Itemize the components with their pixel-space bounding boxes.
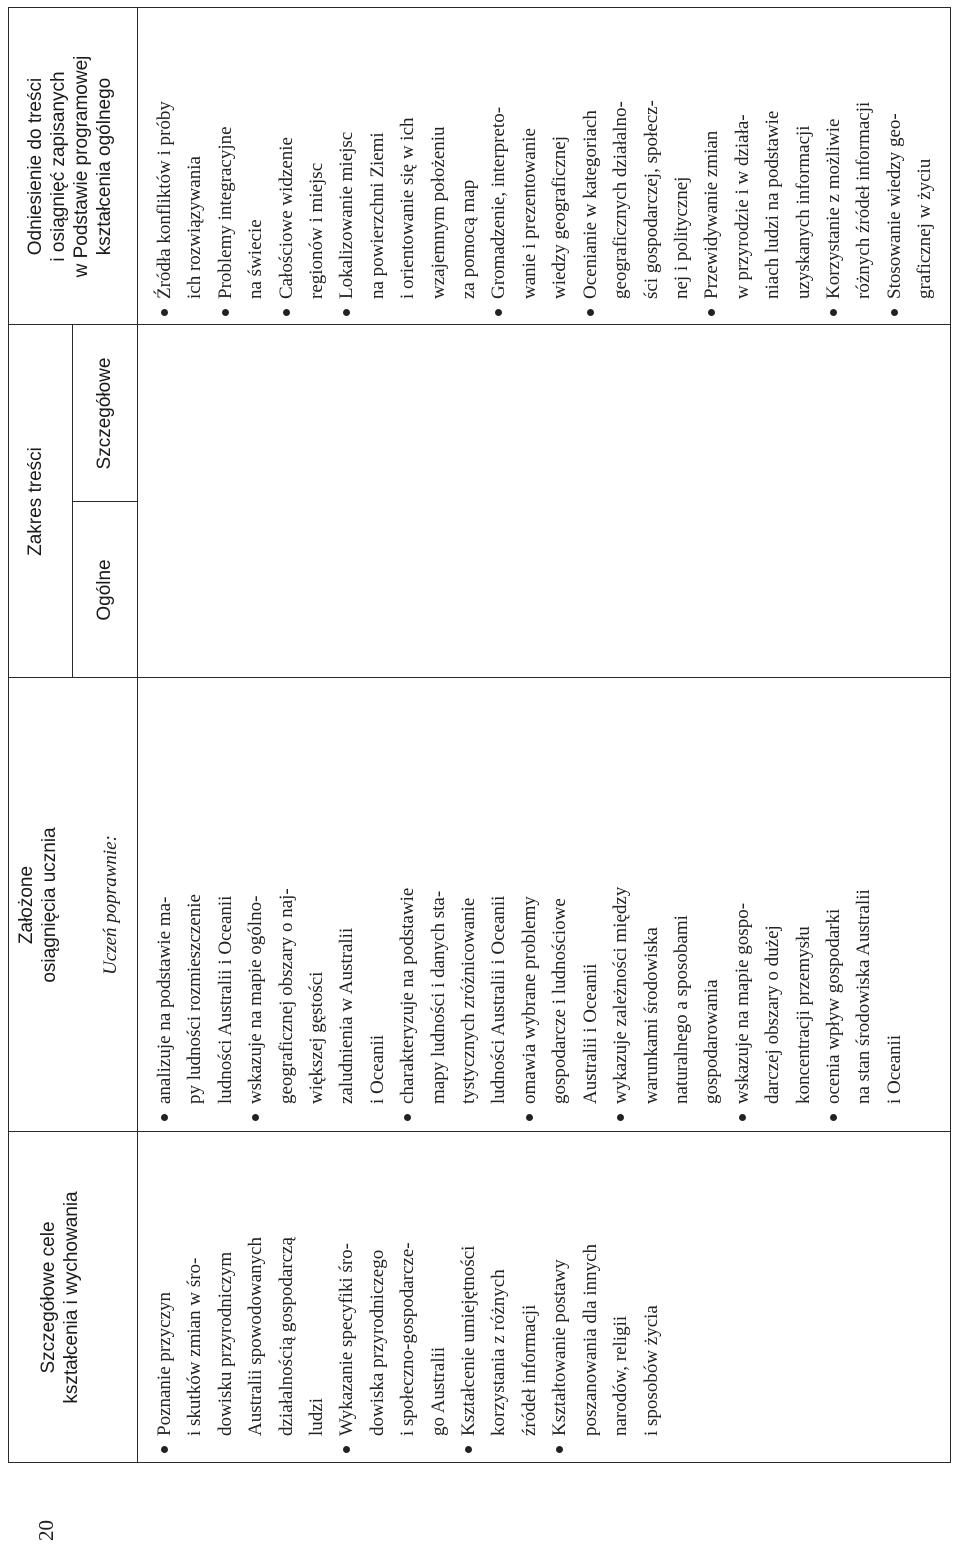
cele-item-line: źródeł informacji bbox=[518, 1304, 540, 1436]
odniesienie-item-line: Przewidywanie zmian bbox=[701, 130, 723, 299]
cele-item-line: go Australii bbox=[427, 1346, 449, 1436]
odniesienie-item bbox=[819, 8, 880, 320]
osiagniecie-item bbox=[150, 681, 241, 1125]
bullet-icon bbox=[222, 309, 229, 316]
bullet-icon bbox=[343, 309, 350, 316]
header-szczegolowe: Szczegółowe bbox=[94, 357, 115, 470]
cele-item-line: i sposobów życia bbox=[640, 1305, 662, 1436]
odniesienie-item-line: niach ludzi na podstawie bbox=[762, 110, 784, 299]
osiagniecie-item-line: geograficznej obszary o naj- bbox=[275, 888, 297, 1104]
cele-item-line: Poznanie przyczyn bbox=[154, 1291, 175, 1436]
odniesienie-item-line: Stosowanie wiedzy geo- bbox=[883, 113, 905, 299]
cele-item-line: poszanowania dla innych bbox=[579, 1243, 601, 1436]
osiagniecie-item-line: mapy ludności i danych sta- bbox=[427, 890, 449, 1104]
odniesienie-item-line: wzajemnym położeniu bbox=[427, 126, 449, 299]
cele-item-line: ludzi bbox=[306, 1398, 328, 1436]
osiagniecie-item bbox=[728, 681, 819, 1125]
cele-item-line: i skutków zmian w śro- bbox=[184, 1257, 206, 1436]
odniesienie-item bbox=[697, 8, 819, 320]
bullet-icon bbox=[465, 1446, 472, 1453]
bullet-icon bbox=[283, 309, 290, 316]
cele-item-line: dowisku przyrodniczym bbox=[214, 1251, 236, 1436]
odniesienie-item-line: graficznej w życiu bbox=[914, 158, 936, 299]
odniesienie-item-line: na powierzchni Ziemi bbox=[366, 132, 388, 299]
odniesienie-item-line: Korzystanie z możliwie bbox=[822, 118, 844, 299]
osiagniecie-item-line: koncentracji przemysłu bbox=[792, 926, 814, 1104]
odniesienie-item-line: Problemy integracyjne bbox=[214, 126, 236, 299]
osiagniecie-item bbox=[819, 681, 910, 1125]
bullet-icon bbox=[161, 309, 168, 316]
odniesienie-item-line: różnych źródeł informacji bbox=[853, 101, 875, 299]
osiagniecie-item-line: charakteryzuje na podstawie bbox=[397, 887, 419, 1104]
odniesienie-item-line: wiedzy geograficznej bbox=[549, 136, 571, 299]
bullet-icon bbox=[891, 309, 898, 316]
osiagniecie-item bbox=[515, 681, 606, 1125]
page-number: 20 bbox=[34, 1520, 58, 1541]
odniesienie-item bbox=[150, 8, 211, 320]
odniesienie-item-line: Lokalizowanie miejsc bbox=[336, 131, 358, 299]
osiagniecie-item-line: większej gęstości bbox=[306, 971, 328, 1104]
osiagniecie-item-line: zaludnienia w Australii bbox=[336, 927, 358, 1104]
bullet-icon bbox=[830, 309, 837, 316]
bullet-icon bbox=[343, 1446, 350, 1453]
osiagniecie-item-line: na stan środowiska Australii bbox=[853, 889, 875, 1104]
bullet-icon bbox=[161, 1114, 168, 1121]
odniesienie-item-line: na świecie bbox=[245, 219, 267, 299]
osiagniecie-item-line: omawia wybrane problemy bbox=[518, 896, 540, 1104]
odniesienie-item-line: Całościowe widzenie bbox=[275, 137, 297, 299]
cele-item-line: Australii spowodowanych bbox=[245, 1237, 267, 1436]
cele-item-line: dowiska przyrodniczego bbox=[366, 1249, 388, 1436]
bullet-icon bbox=[556, 1446, 563, 1453]
odniesienie-item-line: Gromadzenie, interpreto- bbox=[488, 106, 510, 299]
osiagniecie-item bbox=[393, 681, 515, 1125]
bullet-icon bbox=[739, 1114, 746, 1121]
odniesienie-item-line: i orientowanie się w ich bbox=[397, 117, 419, 299]
osiagniecie-item-line: warunkami środowiska bbox=[640, 927, 662, 1104]
odniesienie-item-line: wanie i prezentowanie bbox=[518, 128, 540, 299]
header-odniesienie: Odniesienie do treści i osiągnięć zapisanych w Podstawie programowej kształcenia ogólnego bbox=[25, 55, 115, 278]
cele-item bbox=[454, 1135, 545, 1457]
odniesienie-item bbox=[332, 8, 484, 320]
odniesienie-item-line: nej i politycznej bbox=[670, 176, 692, 299]
header-zakres: Zakres treści bbox=[25, 447, 46, 556]
osiagniecie-item-line: tystycznych zróżnicowanie bbox=[458, 897, 480, 1104]
cele-item-line: Kształcenie umiejętności bbox=[458, 1245, 480, 1436]
odniesienie-item bbox=[576, 8, 698, 320]
cele-list bbox=[150, 1135, 667, 1457]
osiagniecie-item-line: Australii i Oceanii bbox=[579, 963, 601, 1104]
cele-item-line: i społeczno-gospodarcze- bbox=[397, 1242, 419, 1436]
osiagniecie-item-line: i Oceanii bbox=[883, 1034, 905, 1104]
osiagniecie-item-line: wskazuje na mapie gospo- bbox=[731, 902, 753, 1104]
odniesienie-item-line: Źródła konfliktów i próby bbox=[154, 101, 175, 299]
header-cele: Szczegółowe cele kształcenia i wychowania bbox=[38, 1191, 82, 1404]
header-ogolne: Ogólne bbox=[94, 559, 115, 621]
odniesienie-item-line: uzyskanych informacji bbox=[792, 125, 814, 299]
odniesienie-item-line: za pomocą map bbox=[458, 179, 480, 299]
bullet-icon bbox=[252, 1114, 259, 1121]
bullet-icon bbox=[161, 1446, 168, 1453]
osiagniecia-list bbox=[150, 681, 910, 1125]
osiagniecie-item-line: gospodarowania bbox=[701, 979, 723, 1104]
osiagniecie-item bbox=[241, 681, 393, 1125]
cele-item bbox=[545, 1135, 667, 1457]
odniesienie-item bbox=[272, 8, 333, 320]
cele-item-line: działalnością gospodarczą bbox=[275, 1237, 297, 1436]
bullet-icon bbox=[404, 1114, 411, 1121]
cele-item-line: narodów, religii bbox=[610, 1315, 632, 1436]
osiagniecie-item-line: wskazuje na mapie ogólno- bbox=[245, 895, 267, 1104]
odniesienie-item bbox=[484, 8, 575, 320]
bullet-icon bbox=[708, 309, 715, 316]
osiagniecie-item-line: ludności Australii i Oceanii bbox=[488, 895, 510, 1104]
cele-item-line: korzystania z różnych bbox=[488, 1269, 510, 1436]
osiagniecie-item-line: wykazuje zależności między bbox=[610, 886, 632, 1104]
odniesienie-item bbox=[880, 8, 941, 320]
bullet-icon bbox=[617, 1114, 624, 1121]
odniesienie-item-line: geograficznych działalno- bbox=[610, 101, 632, 299]
odniesienie-item-line: ich rozwiązywania bbox=[184, 156, 206, 299]
odniesienie-list bbox=[150, 8, 941, 320]
osiagniecie-item-line: gospodarcze i ludnościowe bbox=[549, 898, 571, 1104]
odniesienie-item bbox=[211, 8, 272, 320]
bullet-icon bbox=[526, 1114, 533, 1121]
header-zalozone: Założone osiągnięcia ucznia bbox=[16, 827, 60, 983]
bullet-icon bbox=[830, 1114, 837, 1121]
odniesienie-item-line: w przyrodzie i w działa- bbox=[731, 114, 753, 299]
cele-item bbox=[332, 1135, 454, 1457]
osiagniecie-item-line: analizuje na podstawie ma- bbox=[154, 896, 175, 1104]
cele-item-line: Kształtowanie postawy bbox=[549, 1259, 571, 1436]
header-zalozone-sub: Uczeń poprawnie: bbox=[100, 835, 121, 975]
odniesienie-item-line: Ocenianie w kategoriach bbox=[579, 110, 601, 299]
bullet-icon bbox=[587, 309, 594, 316]
cele-item-line: Wykazanie specyfiki śro- bbox=[336, 1243, 358, 1436]
osiagniecie-item bbox=[606, 681, 728, 1125]
cele-item bbox=[150, 1135, 332, 1457]
osiagniecie-item-line: i Oceanii bbox=[366, 1034, 388, 1104]
osiagniecie-item-line: ludności Australii i Oceanii bbox=[214, 895, 236, 1104]
bullet-icon bbox=[495, 309, 502, 316]
osiagniecie-item-line: py ludności rozmieszczenie bbox=[184, 894, 206, 1104]
odniesienie-item-line: regionów i miejsc bbox=[306, 162, 328, 299]
odniesienie-item-line: ści gospodarczej, społecz- bbox=[640, 100, 662, 299]
osiagniecie-item-line: ocenia wpływ gospodarki bbox=[822, 908, 844, 1104]
osiagniecie-item-line: darczej obszary o dużej bbox=[762, 925, 784, 1104]
osiagniecie-item-line: naturalnego a sposobami bbox=[670, 915, 692, 1104]
